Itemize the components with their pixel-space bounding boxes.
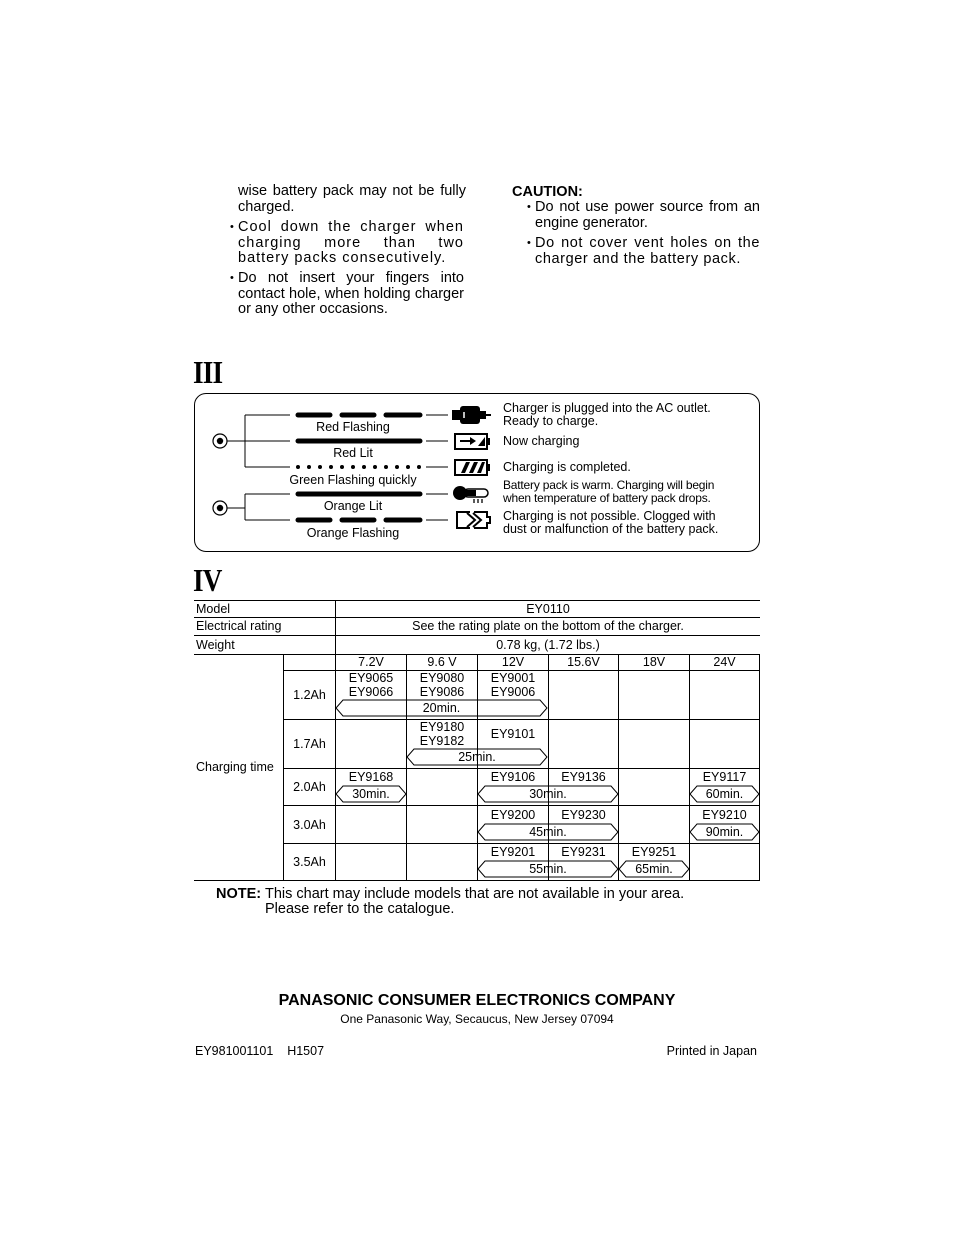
model-cell: EY9136 bbox=[561, 770, 606, 784]
weight-label: Weight bbox=[196, 638, 235, 652]
desc-completed: Charging is completed. bbox=[503, 460, 631, 474]
model-cell: EY9101 bbox=[490, 727, 536, 741]
voltage-header: 12V bbox=[501, 655, 525, 669]
label-red-flashing: Red Flashing bbox=[316, 420, 390, 434]
note-label: NOTE: bbox=[216, 886, 262, 902]
rating-label: Electrical rating bbox=[196, 619, 282, 633]
capacity-label: 2.0Ah bbox=[293, 780, 326, 794]
note-line-2: Please refer to the catalogue. bbox=[265, 901, 455, 917]
model-cell: EY9106 bbox=[490, 770, 536, 784]
voltage-header: 9.6 V bbox=[427, 655, 457, 669]
capacity-label: 1.2Ah bbox=[293, 688, 326, 702]
label-orange-lit: Orange Lit bbox=[323, 499, 383, 513]
bullet-cool-down: • Cool down the charger when charging more than two battery packs consecutively. bbox=[230, 219, 464, 266]
desc-plugged: Charger is plugged into the AC outlet. Ready to charge. bbox=[503, 401, 711, 428]
model-cell: EY9201 bbox=[490, 845, 536, 859]
bullet-fingers: • Do not insert your fingers into contact hole, when holding charger or any other occasions. bbox=[230, 270, 464, 317]
rating-value: See the rating plate on the bottom of the charger. bbox=[412, 619, 684, 633]
time-label: 30min. bbox=[529, 787, 567, 801]
desc-not-possible: Charging is not possible. Clogged with dust or malfunction of the battery pack. bbox=[503, 509, 719, 536]
voltage-header: 18V bbox=[642, 655, 666, 669]
model-cell: EY9200 bbox=[490, 808, 536, 822]
time-label: 55min. bbox=[529, 862, 567, 876]
model-cell: EY9168 bbox=[348, 770, 394, 784]
company-address: One Panasonic Way, Secaucus, New Jersey 07094 bbox=[340, 1012, 614, 1026]
label-orange-flashing: Orange Flashing bbox=[306, 526, 400, 540]
time-label: 90min. bbox=[705, 825, 744, 839]
label-green-flashing: Green Flashing quickly bbox=[289, 473, 417, 487]
model-cell: EY9117 bbox=[702, 770, 747, 784]
model-value: EY0110 bbox=[526, 602, 570, 616]
model-cell: EY9231 bbox=[561, 845, 606, 859]
company-name: PANASONIC CONSUMER ELECTRONICS COMPANY bbox=[278, 992, 676, 1009]
caution-bullet-vents: • Do not cover vent holes on the charger and the battery pack. bbox=[527, 235, 760, 267]
document-code: EY981001101 H1507 bbox=[195, 1044, 325, 1058]
time-label: 20min. bbox=[422, 701, 461, 715]
capacity-label: 1.7Ah bbox=[293, 737, 326, 751]
model-cell: EY9065 EY9066 bbox=[348, 671, 394, 699]
bullet-dot: • bbox=[527, 237, 532, 249]
model-cell: EY9001 EY9006 bbox=[490, 671, 536, 699]
bullet-dot: • bbox=[230, 272, 234, 284]
model-label: Model bbox=[196, 602, 231, 616]
time-label: 60min. bbox=[705, 787, 744, 801]
voltage-header: 7.2V bbox=[358, 655, 384, 669]
intro-text: wise battery pack may not be fully charged. bbox=[238, 183, 466, 215]
section-numeral-4: IV bbox=[193, 562, 222, 598]
voltage-header: 24V bbox=[713, 655, 736, 669]
weight-value: 0.78 kg, (1.72 lbs.) bbox=[496, 638, 600, 652]
label-red-lit: Red Lit bbox=[333, 446, 373, 460]
model-cell: EY9251 bbox=[631, 845, 677, 859]
note-line-1: This chart may include models that are not available in your area. bbox=[265, 886, 685, 902]
bullet-dot: • bbox=[527, 201, 531, 213]
time-label: 45min. bbox=[529, 825, 567, 839]
bullet-dot: • bbox=[230, 221, 235, 233]
time-label: 30min. bbox=[352, 787, 390, 801]
desc-now-charging: Now charging bbox=[503, 434, 580, 448]
time-label: 25min. bbox=[458, 750, 496, 764]
model-cell: EY9180 EY9182 bbox=[419, 720, 465, 748]
printed-in: Printed in Japan bbox=[666, 1044, 757, 1058]
capacity-label: 3.5Ah bbox=[293, 855, 326, 869]
voltage-header: 15.6V bbox=[567, 655, 600, 669]
model-cell: EY9210 bbox=[702, 808, 747, 822]
section-numeral-3: III bbox=[193, 354, 223, 390]
caution-title: CAUTION: bbox=[512, 184, 583, 200]
model-cell: EY9230 bbox=[561, 808, 606, 822]
capacity-label: 3.0Ah bbox=[293, 818, 326, 832]
model-cell: EY9080 EY9086 bbox=[419, 671, 465, 699]
charging-time-label: Charging time bbox=[196, 760, 274, 774]
desc-warm: Battery pack is warm. Charging will begin when temperature of battery pack drops. bbox=[503, 478, 715, 505]
caution-bullet-generator: • Do not use power source from an engine generator. bbox=[527, 199, 760, 231]
time-label: 65min. bbox=[635, 862, 673, 876]
